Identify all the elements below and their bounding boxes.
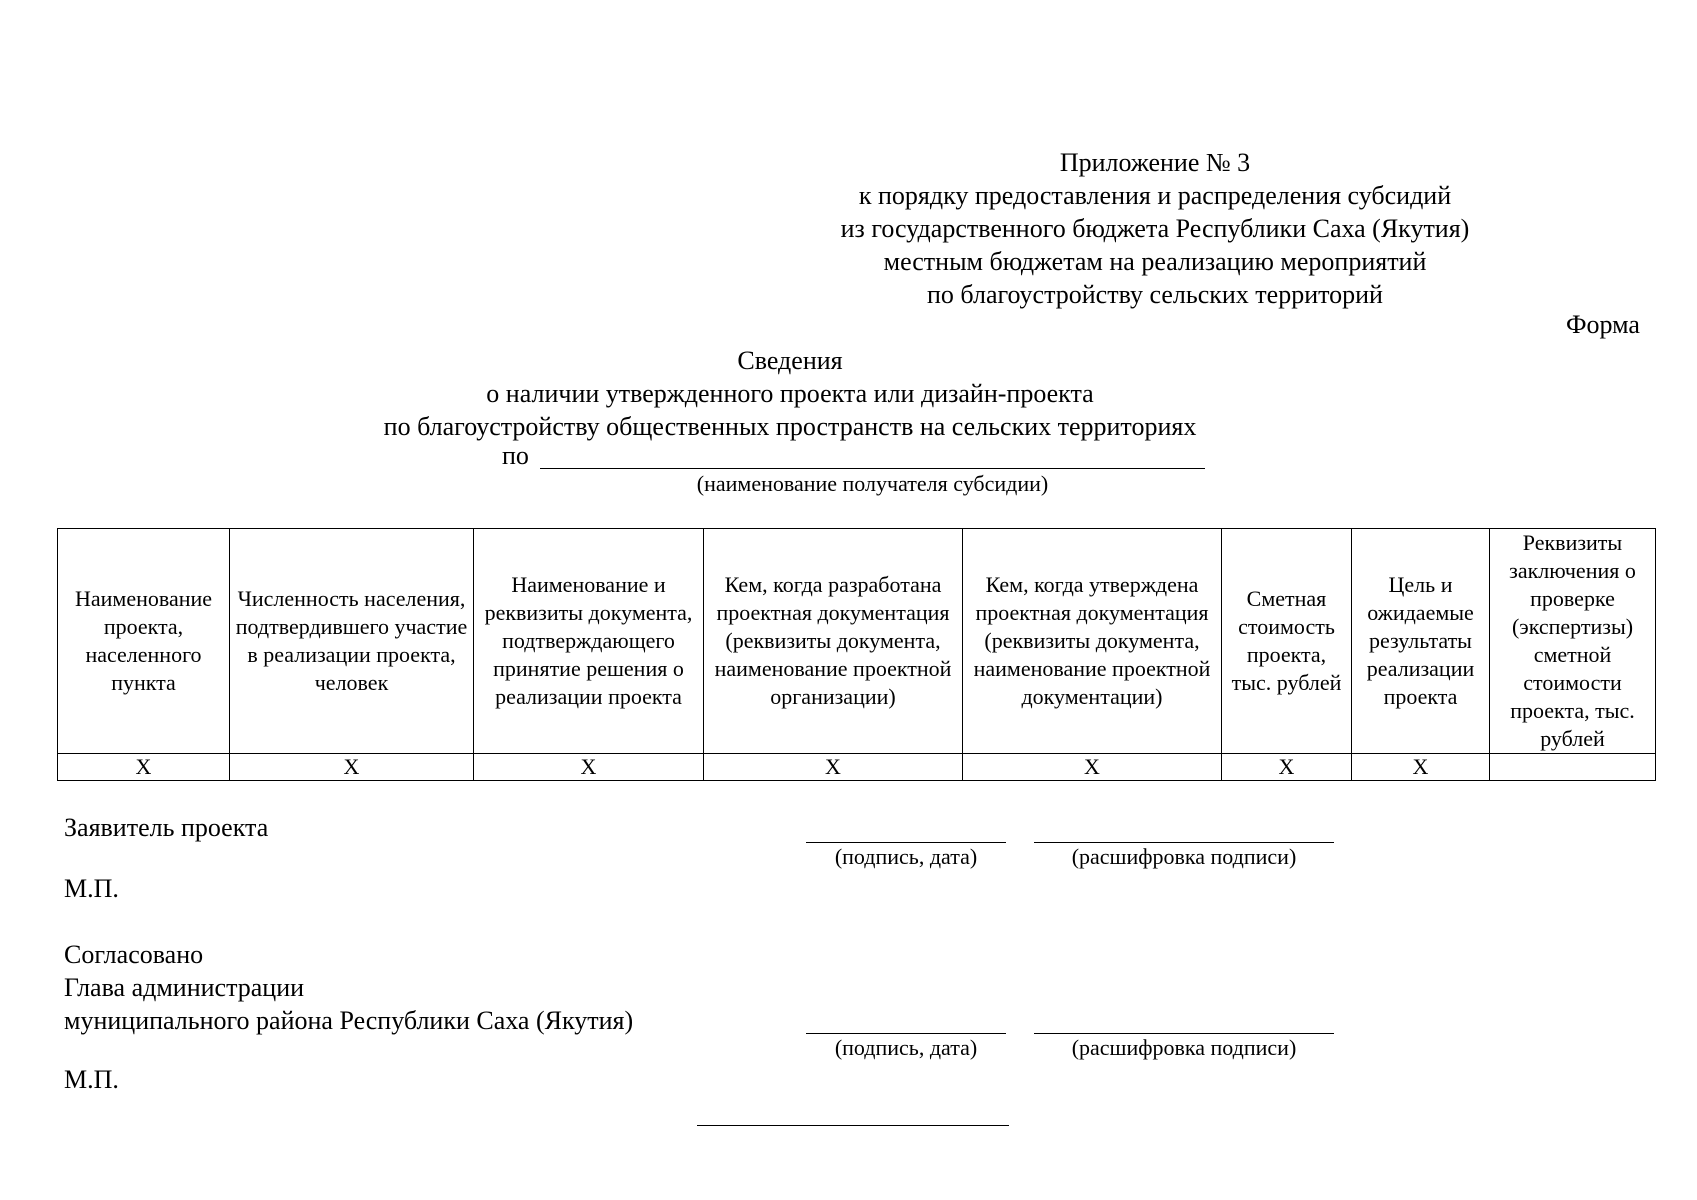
appendix-title: Приложение № 3 [1059, 148, 1251, 177]
applicant-signature-field[interactable] [806, 842, 1006, 843]
table-cell[interactable]: Х [230, 754, 474, 781]
table-header-row [58, 529, 1656, 754]
project-info-table [57, 528, 1656, 781]
column-header: Сметная стоимость проекта, тыс. рублей [1222, 529, 1352, 754]
table-cell[interactable]: Х [1352, 754, 1490, 781]
appendix-line: по благоустройству сельских территорий [927, 280, 1383, 309]
approval-position: Глава администрации [64, 973, 305, 1002]
approval-signature-caption: (подпись, дата) [834, 1035, 978, 1060]
applicant-stamp-label: М.П. [64, 874, 119, 903]
title-line: о наличии утвержденного проекта или дизайн-проекта [486, 379, 1094, 408]
table-cell[interactable]: Х [58, 754, 230, 781]
table-cell[interactable]: Х [704, 754, 963, 781]
approval-stamp-label: М.П. [64, 1065, 119, 1094]
form-label: Форма [1566, 310, 1640, 339]
approval-decoding-caption: (расшифровка подписи) [1071, 1035, 1297, 1060]
approval-district: муниципального района Республики Саха (Якутия) [64, 1006, 634, 1035]
column-header: Численность населения, подтвердившего участие в реализации проекта, человек [230, 529, 474, 754]
column-header: Наименование и реквизиты документа, подтверждающего принятие решения о реализации проекта [474, 529, 704, 754]
applicant-decoding-caption: (расшифровка подписи) [1071, 844, 1297, 869]
column-header: Кем, когда утверждена проектная документация (реквизиты документа, наименование проектной документации) [963, 529, 1222, 754]
approval-signature-field[interactable] [806, 1033, 1006, 1034]
applicant-signature-caption: (подпись, дата) [834, 844, 978, 869]
document-title [340, 344, 1240, 443]
column-header: Кем, когда разработана проектная документация (реквизиты документа, наименование проектной организации) [704, 529, 963, 754]
title-line: по благоустройству общественных пространств на сельских территориях [383, 412, 1197, 441]
appendix-header [795, 146, 1515, 311]
table-cell[interactable]: Х [1222, 754, 1352, 781]
column-header: Реквизиты заключения о проверке (экспертизы) сметной стоимости проекта, тыс. рублей [1490, 529, 1656, 754]
table-row [58, 754, 1656, 781]
applicant-label: Заявитель проекта [64, 813, 269, 842]
appendix-line: из государственного бюджета Республики Саха (Якутия) [840, 214, 1470, 243]
column-header: Наименование проекта, населенного пункта [58, 529, 230, 754]
recipient-caption: (наименование получателя субсидии) [696, 471, 1049, 496]
approval-label: Согласовано [64, 940, 204, 969]
title-line: Сведения [737, 346, 843, 375]
approval-decoding-field[interactable] [1034, 1033, 1334, 1034]
recipient-prefix: по [502, 441, 529, 470]
table-cell[interactable]: Х [963, 754, 1222, 781]
appendix-line: к порядку предоставления и распределения субсидий [858, 181, 1452, 210]
recipient-name-field[interactable] [540, 468, 1205, 469]
appendix-line: местным бюджетам на реализацию мероприятий [883, 247, 1427, 276]
column-header: Цель и ожидаемые результаты реализации проекта [1352, 529, 1490, 754]
applicant-decoding-field[interactable] [1034, 842, 1334, 843]
closing-divider [697, 1125, 1009, 1126]
table-cell[interactable]: Х [474, 754, 704, 781]
table-cell[interactable] [1490, 754, 1656, 781]
